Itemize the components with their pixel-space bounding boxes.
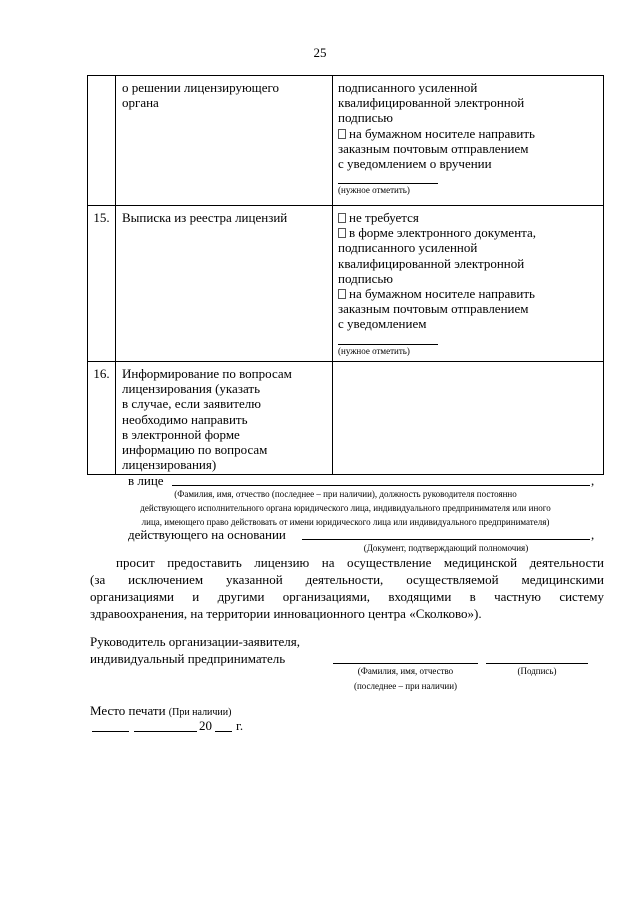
item-line: информацию по вопросам <box>122 442 268 458</box>
option-line: квалифицированной электронной <box>338 255 525 271</box>
request-line: просит предоставить лицензию на осуществление медицинской деятельности <box>116 555 604 570</box>
date-month-field[interactable] <box>134 731 197 732</box>
checkbox[interactable] <box>338 129 346 139</box>
option-line: заказным почтовым отправлением <box>338 301 529 317</box>
basis-caption: (Документ, подтверждающий полномочия) <box>363 543 529 553</box>
seal-label: Место печати <box>90 703 166 718</box>
request-line: здравоохранения, на территории инновационного центра «Сколково»). <box>90 606 482 621</box>
signatory-subtitle: индивидуальный предприниматель <box>90 651 286 666</box>
signature-field[interactable] <box>486 663 588 664</box>
page-number: 25 <box>313 45 327 60</box>
caption-line: (Фамилия, имя, отчество (последнее – при наличии), должность руководителя постоянно <box>174 489 517 499</box>
signature-caption: (Подпись) <box>517 666 557 676</box>
item-line: органа <box>122 95 159 111</box>
item-line: о решении лицензирующего <box>122 80 279 95</box>
item-line: лицензирования (указать <box>122 381 260 397</box>
basis-comma: , <box>591 527 595 542</box>
item-line: в случае, если заявителю <box>122 396 261 412</box>
row-options <box>333 206 604 362</box>
mark-note: (нужное отметить) <box>338 345 410 356</box>
request-line: (за исключением указанной деятельности, осуществляемой медицинскими <box>90 572 604 587</box>
option-not-required[interactable]: не требуется <box>338 210 599 225</box>
table-row-continuation <box>88 76 604 206</box>
row-number <box>88 76 116 206</box>
item-line: лицензирования) <box>122 457 217 473</box>
in-person-label: в лице <box>128 473 164 488</box>
table-row-15 <box>88 206 604 362</box>
mark-note: (нужное отметить) <box>338 185 410 196</box>
license-form-table <box>87 75 604 475</box>
signatory-title: Руководитель организации-заявителя, <box>90 634 301 649</box>
request-line: организациями и другими организациями, входящими в частную систему <box>90 589 604 604</box>
row-number: 15. <box>88 206 116 362</box>
option-line: квалифицированной электронной <box>338 95 525 111</box>
name-caption <box>333 666 478 692</box>
date-year-suffix: г. <box>236 718 244 733</box>
item-line: Информирование по вопросам <box>122 366 292 381</box>
row-item <box>116 76 333 206</box>
item-line: Выписка из реестра лицензий <box>122 210 288 225</box>
in-person-caption <box>88 489 603 528</box>
caption-line: (Фамилия, имя, отчество <box>357 666 454 676</box>
item-line: необходимо направить <box>122 411 248 427</box>
table-row-16 <box>88 362 604 475</box>
caption-line: лица, имеющего право действовать от имени юридического лица или индивидуального предпринимателя) <box>141 517 550 527</box>
option-line: подписью <box>338 270 394 286</box>
date-year-field[interactable] <box>215 731 232 732</box>
in-person-field[interactable] <box>172 485 590 486</box>
basis-label: действующего на основании <box>128 527 286 542</box>
row-number: 16. <box>88 362 116 475</box>
signatory-name-field[interactable] <box>333 663 478 664</box>
option-line: подписью <box>338 110 394 126</box>
mark-field[interactable] <box>338 171 438 184</box>
row-item <box>116 362 333 475</box>
option-line: с уведомлением <box>338 316 427 332</box>
date-year-prefix: 20 <box>199 718 212 733</box>
row-item <box>116 206 333 362</box>
row-options <box>333 76 604 206</box>
checkbox[interactable] <box>338 289 346 299</box>
checkbox[interactable] <box>338 228 346 238</box>
mark-field[interactable] <box>338 332 438 345</box>
option-paper[interactable]: на бумажном носителе направить <box>338 126 599 141</box>
option-line: с уведомлением о вручении <box>338 156 492 172</box>
request-paragraph <box>90 554 604 622</box>
caption-line: действующего исполнительного органа юридического лица, индивидуального предпринимателя или иного <box>140 503 551 513</box>
caption-line: (последнее – при наличии) <box>353 681 458 691</box>
seal-line <box>90 703 231 719</box>
option-line: подписанного усиленной <box>338 240 478 256</box>
option-paper[interactable]: на бумажном носителе направить <box>338 286 599 301</box>
checkbox[interactable] <box>338 213 346 223</box>
option-electronic[interactable]: в форме электронного документа, <box>338 225 599 240</box>
date-day-field[interactable] <box>92 731 129 732</box>
in-person-comma: , <box>591 473 595 488</box>
seal-note: (При наличии) <box>168 707 232 718</box>
option-line: подписанного усиленной <box>338 80 478 95</box>
option-line: заказным почтовым отправлением <box>338 140 529 156</box>
basis-field[interactable] <box>302 539 590 540</box>
row-options-empty[interactable] <box>333 362 604 475</box>
item-line: в электронной форме <box>122 426 240 442</box>
